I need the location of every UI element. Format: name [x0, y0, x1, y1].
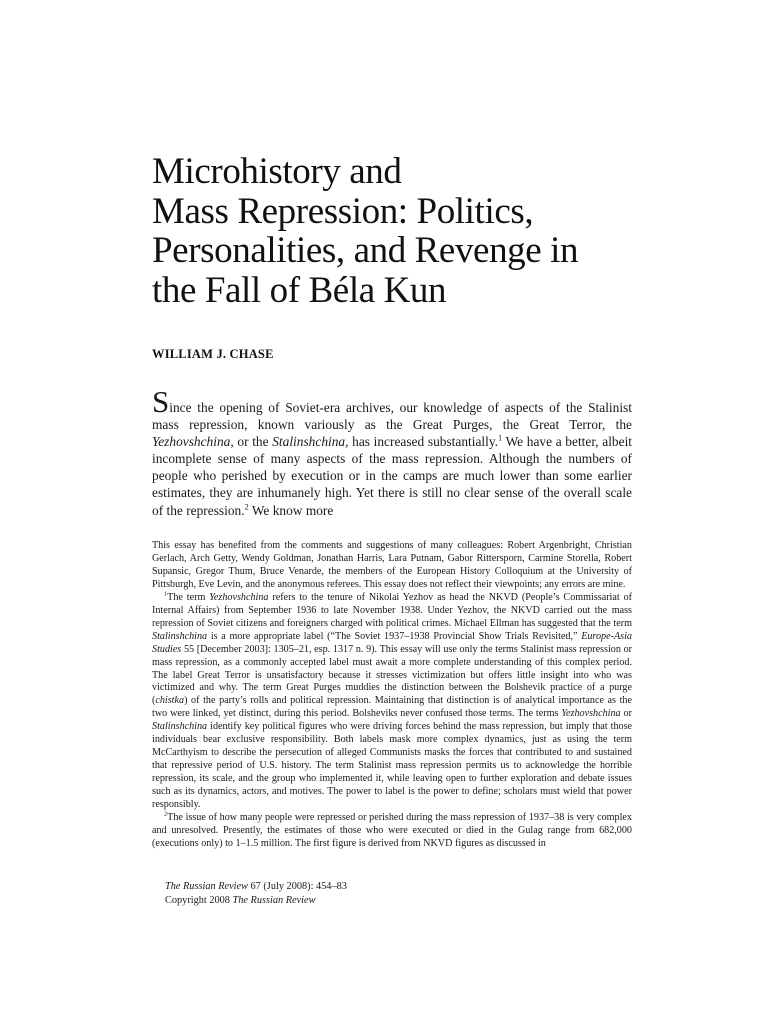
- footnote-text: is a more appropriate label (“The Soviet 1937–1938 Provincial Show Trials Revisited,”: [207, 630, 582, 642]
- footnote-ref: 1: [498, 433, 503, 443]
- footnote-text: refers to the tenure of Nikolai Yezhov as head the NKVD (People’s Commissariat of Internal Affairs) from September 1936 to late November 1938. Under Yezhov, the NKVD carried out the mass repression of Soviet citizens and foreigners charged with political crimes. Michael Ellman has suggested that the term: [152, 591, 633, 629]
- copyright-line: [165, 894, 347, 908]
- body-text-segment: We know more: [248, 502, 334, 518]
- footnote-ref: 2: [244, 502, 249, 512]
- drop-cap: S: [152, 384, 170, 419]
- citation-details: 67 (July 2008): 454–83: [247, 881, 347, 892]
- body-term-yezhovshchina: Yezhovshchina: [152, 434, 231, 450]
- copyright-journal: The Russian Review: [232, 894, 316, 906]
- footnotes: [152, 540, 632, 851]
- footnote-2: [152, 812, 632, 851]
- footnote-text: The issue of how many people were repressed or perished during the mass repression of 1937–38 is very complex and unresolved. Presently, the estimates of those who were executed or died in the Gulag range from 682,000 (executions only) to 1–1.5 million. The first figure is derived from NKVD figures as discussed in: [152, 812, 632, 849]
- body-text-segment: We have a better, albeit incomplete sense of many aspects of the mass repression. Although the numbers of people who perished by execution or in the camps are much lower than some earlier estimates, they are inhumanely high. Yet there is still no clear sense of the overall scale of the repression.: [152, 434, 633, 518]
- article-title: [152, 152, 652, 310]
- footnote-italic: Yezhovshchina: [209, 591, 269, 603]
- footnote-mark: 1: [164, 590, 168, 598]
- footnote-italic: chistka: [155, 695, 185, 707]
- footnote-italic: Yezhovshchina: [561, 708, 621, 720]
- footnote-text: The term: [167, 591, 210, 603]
- footnote-text: identify key political figures who were driving forces behind the mass repression, but imply that those individuals bear exclusive responsibility. Both labels mask more complex dynamics, just as using the term McCarthyism to describe the persecution of alleged Communists masks the forces that contributed to and sustained that repressive period of U.S. history. The term Stalinist mass repression permits us to acknowledge the horrible repression, its scale, and the group who implemented it, while leaving open to further exploration and debate issues such as its dynamics, actors, and motives. The power to label is the power to define; scholars must wield that power responsibly.: [152, 721, 632, 811]
- body-text-segment: , or the: [230, 434, 273, 450]
- footnote-text: or: [620, 708, 632, 720]
- title-line: Personalities, and Revenge in: [152, 230, 579, 271]
- body-text-segment: ince the opening of Soviet-era archives, our knowledge of aspects of the Stalinist mass repression, known variously as the Great Purges, the Great Terror, the: [152, 400, 632, 433]
- journal-citation: [165, 880, 347, 907]
- footnote-italic: Stalinshchina: [152, 630, 208, 642]
- body-term-stalinshchina: Stalinshchina: [272, 434, 346, 450]
- title-line: the Fall of Béla Kun: [152, 269, 447, 311]
- footnote-mark: 2: [164, 810, 168, 818]
- author-name: WILLIAM J. CHASE: [152, 347, 274, 361]
- title-line: Microhistory and: [152, 151, 402, 192]
- footnote-italic: Stalinshchina: [152, 721, 208, 733]
- footnote-text: 55 [December 2003]: 1305–21, esp. 1317 n. 9). This essay will use only the terms Stalinist mass repression or mass repression, as a commonly accepted label must await a more complete understanding of this complex period. The label Great Terror is unsatisfactory because it stresses victimization but offers little insight into who was victimized and why. The term Great Purges muddies the distinction between the Bolshevik practice of a purge (: [152, 643, 632, 707]
- title-line: Mass Repression: Politics,: [152, 190, 534, 232]
- acknowledgment-note: This essay has benefited from the comments and suggestions of many colleagues: Robert Argenbright, Christian Gerlach, Arch Getty, Wendy Goldman, Jonathan Harris, Lara Putnam, Gabor Rittersporn, Carmine Storella, Robert Supansic, Gregor Thum, Bruce Venarde, the members of the European History Colloquium at the University of Pittsburgh, Eve Levin, and the anonymous referees. This essay does not reflect their viewpoints; any errors are mine.: [152, 540, 632, 590]
- citation-line: [165, 880, 347, 894]
- footnote-italic: Europe-Asia Studies: [152, 630, 632, 655]
- journal-name: The Russian Review: [165, 881, 248, 892]
- opening-paragraph: [152, 384, 633, 519]
- footnote-text: ) of the party’s rolls and political repression. Maintaining that distinction is of analytical importance as the two were linked, yet distinct, during this period. Bolsheviks never confused those terms. The terms: [152, 695, 632, 720]
- body-text-segment: , has increased substantially.: [345, 434, 499, 450]
- footnote-1: [152, 592, 632, 812]
- copyright-prefix: Copyright 2008: [165, 894, 233, 906]
